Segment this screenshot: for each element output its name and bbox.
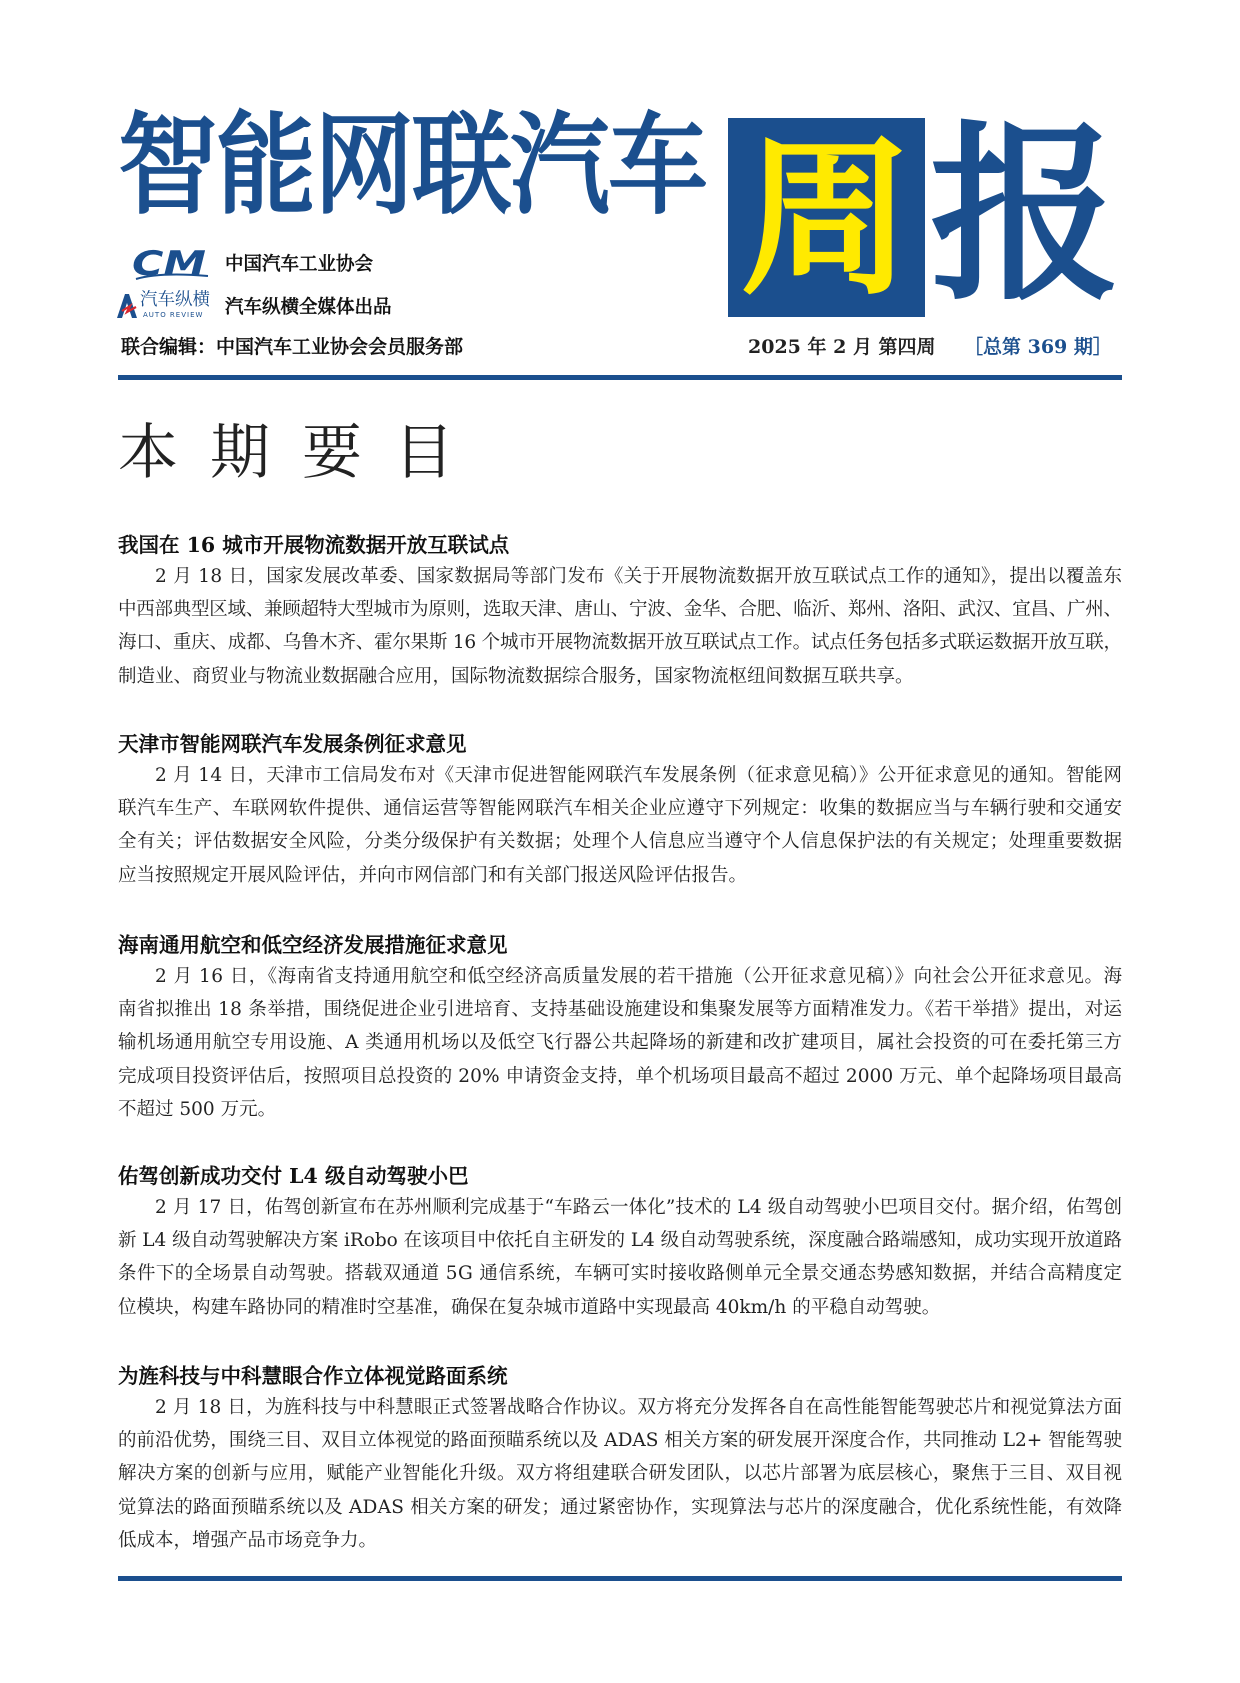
article-title: 我国在 16 城市开展物流数据开放互联试点: [118, 533, 510, 557]
article-body: [118, 1191, 1122, 1324]
article: [118, 1361, 1122, 1557]
weekly-badge: [728, 118, 925, 317]
article-body-line: 2 月 18 日，国家发展改革委、国家数据局等部门发布《关于开展物流数据开放互联试点工作的通知》，提出以覆盖东: [155, 566, 1123, 587]
article: [118, 530, 1122, 693]
article-body-line: 联汽车生产、车联网软件提供、通信运营等智能网联汽车相关企业应遵守下列规定：收集的数据应当与车辆行驶和交通安: [118, 798, 1123, 820]
article-body: [118, 560, 1122, 693]
article-body-line: 海口、重庆、成都、乌鲁木齐、霍尔果斯 16 个城市开展物流数据开放互联试点工作。试点任务包括多式联运数据开放互联，: [118, 632, 1122, 654]
weekly-char: 周: [740, 116, 913, 319]
article-body-line: 不超过 500 万元。: [118, 1098, 277, 1120]
article-body-line: 解决方案的创新与应用，赋能产业智能化升级。双方将组建联合研发团队，以芯片部署为底层核心，聚焦于三目、双目视: [118, 1463, 1123, 1485]
article-body-line: 全有关；评估数据安全风险，分类分级保护有关数据；处理个人信息应当遵守个人信息保护法的有关规定；处理重要数据: [118, 831, 1123, 853]
article-body: [118, 1391, 1122, 1557]
article-body-line: 应当按照规定开展风险评估，并向市网信部门和有关部门报送风险评估报告。: [118, 864, 748, 886]
article-body-line: 南省拟推出 18 条举措，围绕促进企业引进培育、支持基础设施建设和集聚发展等方面精准发力。《若干举措》提出，对运: [118, 999, 1123, 1021]
article-body-line: 2 月 14 日，天津市工信局发布对《天津市促进智能网联汽车发展条例（征求意见稿）》公开征求意见的通知。智能网: [155, 765, 1123, 786]
masthead-divider: [118, 375, 1122, 380]
article-body-line: 位模块，构建车路协同的精准时空基准，确保在复杂城市道路中实现最高 40km/h 的平稳自动驾驶。: [118, 1296, 941, 1318]
media-logo-subtitle: AUTO REVIEW: [143, 311, 204, 319]
article-body-line: 条件下的全场景自动驾驶。搭载双通道 5G 通信系统，车辆可实时接收路侧单元全景交通态势感知数据，并结合高精度定: [118, 1263, 1123, 1285]
footer-divider: [118, 1576, 1122, 1581]
article-body-line: 完成项目投资评估后，按照项目总投资的 20% 申请资金支持，单个机场项目最高不超过 2000 万元、单个起降场项目最高: [118, 1065, 1123, 1087]
caam-logo-text: CM: [132, 246, 207, 284]
article: [118, 1161, 1122, 1324]
article: [118, 930, 1122, 1126]
org-name: 中国汽车工业协会: [225, 254, 374, 275]
article-body-line: 输机场通用航空专用设施、A 类通用机场以及低空飞行器公共起降场的新建和改扩建项目，属社会投资的可在委托第三方: [118, 1032, 1123, 1054]
auto-review-logo-icon: [116, 292, 138, 319]
article-body-line: 2 月 16 日，《海南省支持通用航空和低空经济高质量发展的若干措施（公开征求意见稿）》向社会公开征求意见。海: [155, 966, 1123, 987]
co-editor: 联合编辑：中国汽车工业协会会员服务部: [121, 336, 464, 358]
article-body-line: 的前沿优势，围绕三目、双目立体视觉的路面预瞄系统以及 ADAS 相关方案的研发展开深度合作，共同推动 L2+ 智能驾驶: [118, 1430, 1122, 1452]
section-title: 本期要目: [118, 418, 486, 488]
article-title: 佑驾创新成功交付 L4 级自动驾驶小巴: [118, 1164, 469, 1188]
caam-logo: [130, 246, 212, 284]
media-logo-name: 汽车纵横: [140, 290, 210, 310]
article-body-line: 觉算法的路面预瞄系统以及 ADAS 相关方案的研发；通过紧密协作，实现算法与芯片的深度融合，优化系统性能，有效降: [118, 1496, 1123, 1518]
article-body-line: 新 L4 级自动驾驶解决方案 iRobo 在该项目中依托自主研发的 L4 级自动驾驶系统，深度融合路端感知，成功实现开放道路: [118, 1230, 1122, 1252]
article-body-line: 中西部典型区域、兼顾超特大型城市为原则，选取天津、唐山、宁波、金华、合肥、临沂、郑州、洛阳、武汉、宜昌、广州、: [118, 599, 1122, 621]
article-body: [118, 960, 1122, 1126]
report-char: 报: [929, 103, 1120, 326]
article-title: 海南通用航空和低空经济发展措施征求意见: [118, 933, 508, 957]
article-title: 为旌科技与中科慧眼合作立体视觉路面系统: [118, 1364, 508, 1388]
article-body-line: 2 月 18 日，为旌科技与中科慧眼正式签署战略合作协议。双方将充分发挥各自在高性能智能驾驶芯片和视觉算法方面: [155, 1397, 1123, 1418]
article-body: [118, 759, 1122, 892]
newsletter-title: 智能网联汽车: [118, 101, 706, 230]
issue-date: 2025 年 2 月 第四周: [748, 336, 936, 358]
article: [118, 729, 1122, 892]
media-credit: 汽车纵横全媒体出品: [225, 297, 392, 318]
issue-number: ［总第 369 期］: [964, 336, 1112, 358]
article-body-line: 2 月 17 日，佑驾创新宣布在苏州顺利完成基于“车路云一体化”技术的 L4 级自动驾驶小巴项目交付。据介绍，佑驾创: [155, 1197, 1123, 1218]
article-body-line: 制造业、商贸业与物流业数据融合应用，国际物流数据综合服务，国家物流枢纽间数据互联共享。: [118, 665, 914, 687]
article-title: 天津市智能网联汽车发展条例征求意见: [118, 732, 467, 756]
article-body-line: 低成本，增强产品市场竞争力。: [118, 1529, 378, 1551]
